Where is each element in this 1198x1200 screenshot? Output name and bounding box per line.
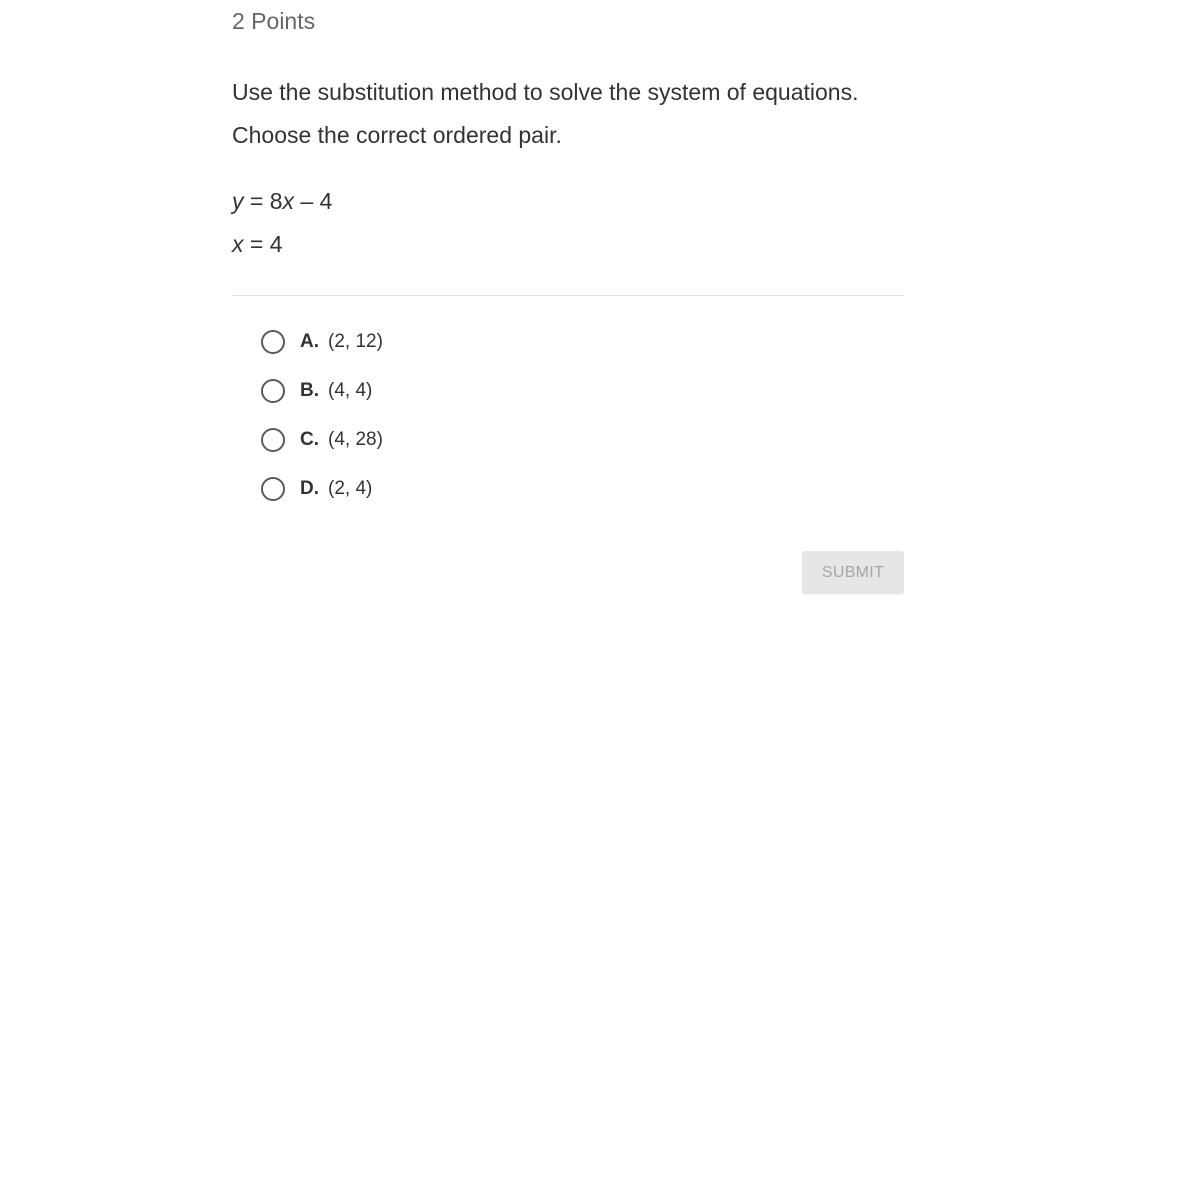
radio-button-c[interactable] bbox=[261, 428, 285, 452]
question-prompt bbox=[232, 71, 858, 157]
answer-option-c[interactable] bbox=[261, 425, 383, 455]
equation-1-var: y bbox=[232, 188, 244, 214]
option-value-c: (4, 28) bbox=[328, 429, 383, 450]
radio-button-b[interactable] bbox=[261, 379, 285, 403]
prompt-line-2: Choose the correct ordered pair. bbox=[232, 122, 562, 148]
option-value-b: (4, 4) bbox=[328, 380, 373, 401]
points-label: 2 Points bbox=[232, 8, 316, 34]
submit-button[interactable]: SUBMIT bbox=[802, 551, 904, 594]
equation-2-part-a: = 4 bbox=[243, 231, 283, 257]
answer-option-a[interactable] bbox=[261, 327, 383, 357]
answer-option-b[interactable] bbox=[261, 376, 372, 406]
radio-button-d[interactable] bbox=[261, 477, 285, 501]
equation-1-var2: x bbox=[282, 188, 295, 214]
equation-2 bbox=[232, 231, 283, 258]
option-value-d: (2, 4) bbox=[328, 478, 373, 499]
equation-1-part-a: = 8 bbox=[243, 188, 283, 214]
option-letter-b: B. bbox=[300, 380, 319, 401]
option-letter-c: C. bbox=[300, 429, 319, 450]
equation-2-var: x bbox=[232, 231, 244, 257]
equation-1-part-b: – 4 bbox=[294, 188, 333, 214]
option-letter-d: D. bbox=[300, 478, 319, 499]
answer-option-d[interactable] bbox=[261, 474, 372, 504]
prompt-line-1: Use the substitution method to solve the system of equations. bbox=[232, 79, 859, 105]
divider bbox=[232, 295, 904, 296]
radio-button-a[interactable] bbox=[261, 330, 285, 354]
equation-1 bbox=[232, 188, 332, 215]
option-letter-a: A. bbox=[300, 331, 319, 352]
option-value-a: (2, 12) bbox=[328, 331, 383, 352]
